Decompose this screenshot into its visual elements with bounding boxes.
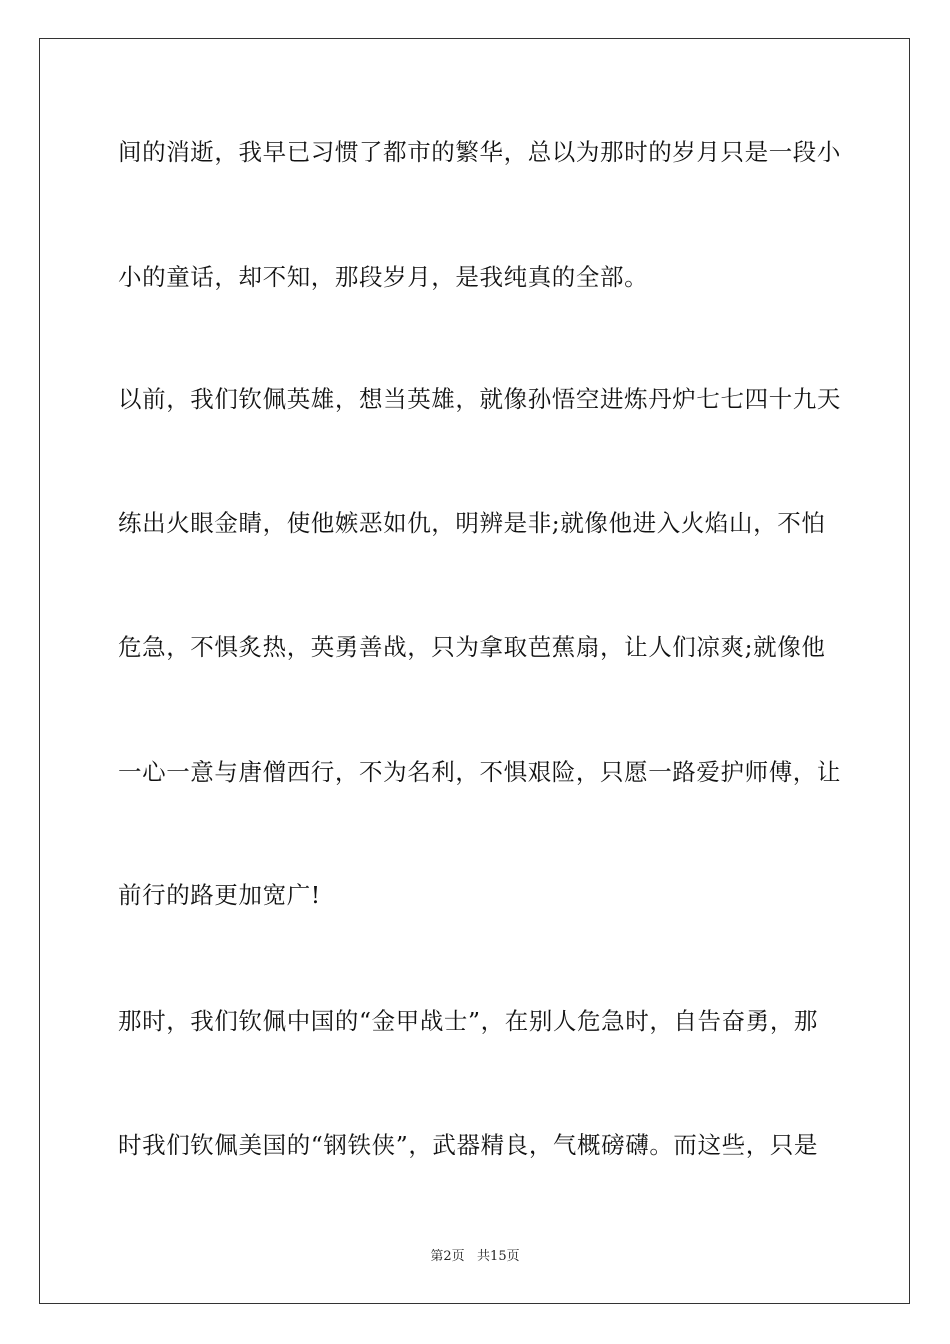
text-line-7: 前行的路更加宽广! [118, 881, 321, 909]
text-line-8: 那时，我们钦佩中国的“金甲战士”，在别人危急时，自告奋勇，那 [118, 1007, 819, 1035]
text-line-6: 一心一意与唐僧西行，不为名利，不惧艰险，只愿一路爱护师傅，让 [118, 758, 841, 786]
text-line-9: 时我们钦佩美国的“钢铁侠”，武器精良，气概磅礴。而这些，只是 [118, 1131, 819, 1159]
text-line-2: 小的童话，却不知，那段岁月，是我纯真的全部。 [118, 263, 649, 291]
page-number-footer: 第2页 共15页 [430, 1249, 520, 1264]
text-line-1: 间的消逝，我早已习惯了都市的繁华，总以为那时的岁月只是一段小 [118, 138, 841, 166]
page-frame [39, 38, 910, 1304]
text-line-4: 练出火眼金睛，使他嫉恶如仇，明辨是非;就像他进入火焰山，不怕 [118, 509, 826, 537]
text-line-5: 危急，不惧炙热，英勇善战，只为拿取芭蕉扇，让人们凉爽;就像他 [118, 633, 826, 661]
text-line-3: 以前，我们钦佩英雄，想当英雄，就像孙悟空进炼丹炉七七四十九天 [118, 385, 841, 413]
